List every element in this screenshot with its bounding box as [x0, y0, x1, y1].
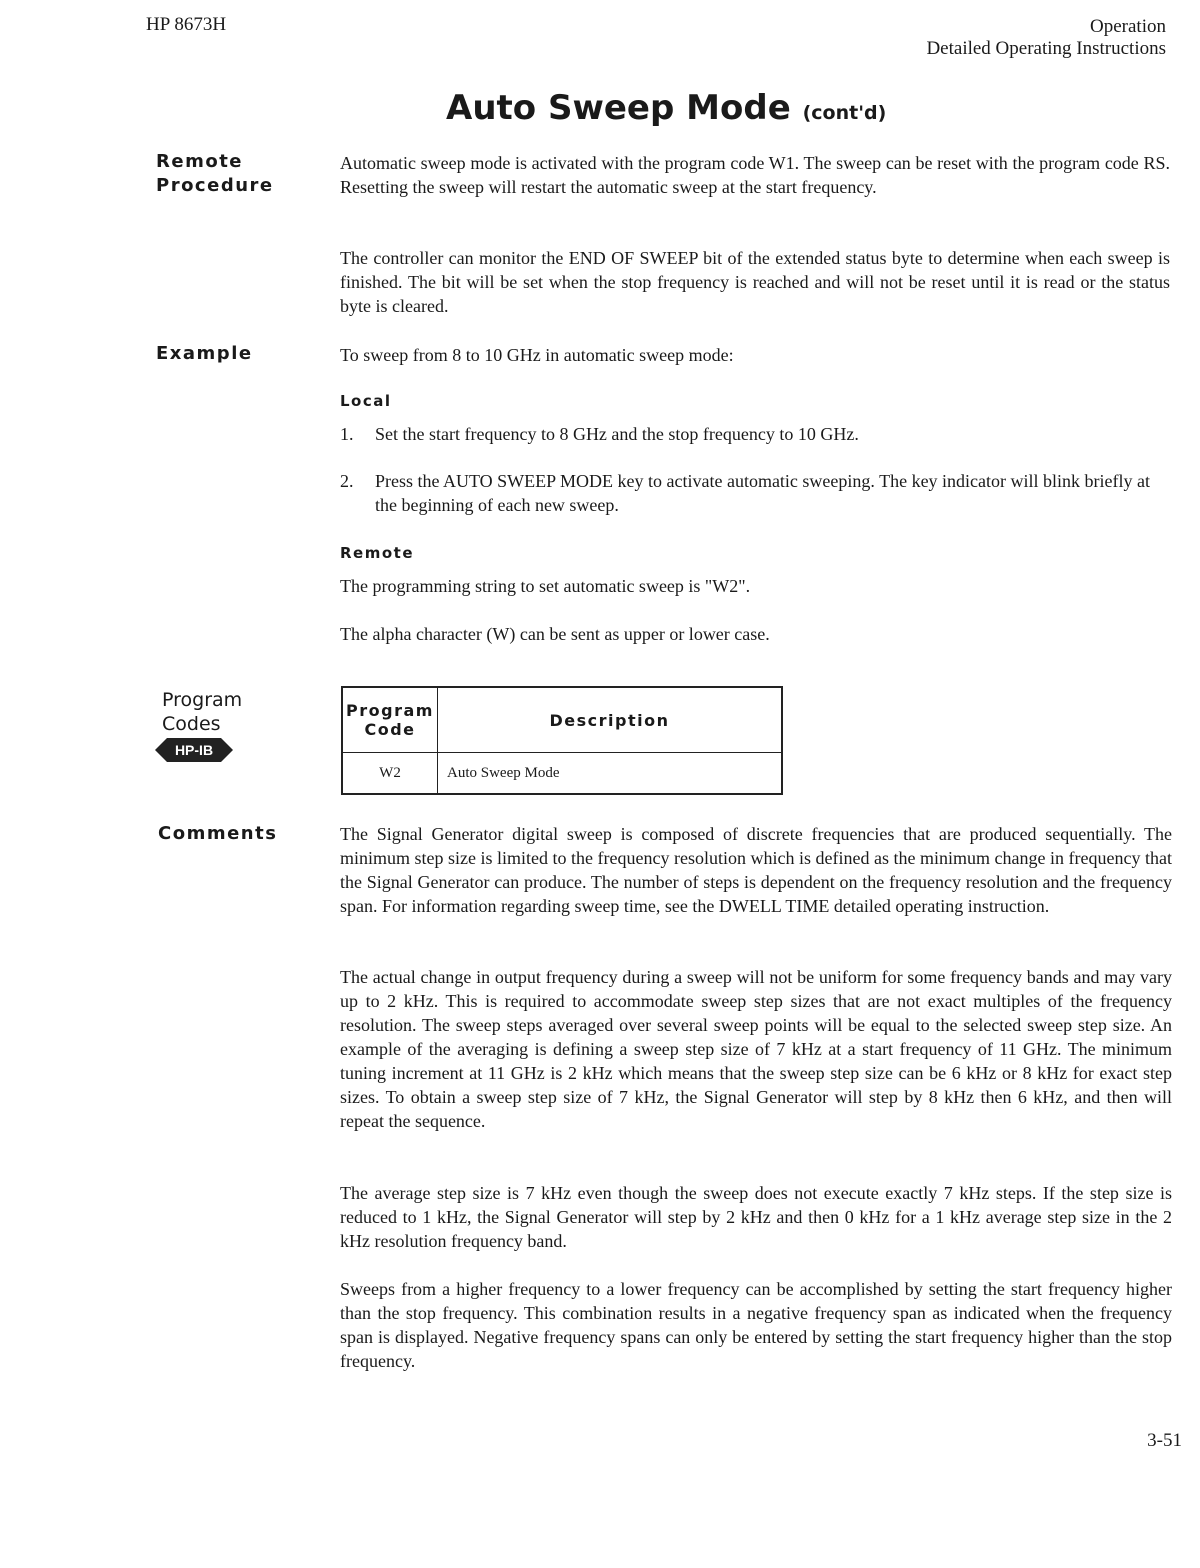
program-codes-label [162, 688, 242, 736]
remote-procedure-p2: The controller can monitor the END OF SWEEP bit of the extended status byte to determine when each sweep is finished. The bit will be set when the stop frequency is reached and will not be reset until it is read or the status byte is cleared. [340, 248, 1170, 316]
remote-procedure-label [156, 150, 274, 198]
header-model: HP 8673H [146, 14, 227, 35]
comments-p4: Sweeps from a higher frequency to a lower frequency can be accomplished by setting the start frequency higher than the stop frequency. This combination results in a negative frequency span as indicated when the frequency span is displayed. Negative frequency spans can only be entered by setting the start frequency higher than the stop frequency. [340, 1279, 1172, 1371]
title-main: Auto Sweep Mode [446, 88, 791, 128]
step1-text: Set the start frequency to 8 GHz and the stop frequency to 10 GHz. [375, 424, 859, 444]
hpib-badge [155, 738, 233, 762]
program-codes-label-line1: Program [162, 689, 243, 711]
program-codes-label-line2: Codes [162, 713, 221, 735]
comments-p3: The average step size is 7 kHz even though the sweep does not execute exactly 7 kHz steps. If the step size is reduced to 1 kHz, the Signal Generator will step by 2 kHz and then 0 kHz for a 1 kHz average step size in the 2 kHz resolution frequency band. [340, 1183, 1172, 1251]
header-subsection: Detailed Operating Instructions [926, 38, 1166, 59]
remote-procedure-label-line1: Remote [156, 151, 244, 172]
cell-description: Auto Sweep Mode [438, 753, 783, 795]
comments-p2: The actual change in output frequency during a sweep will not be uniform for some frequency bands and may vary up to 2 kHz. This is required to accommodate sweep step sizes that are not exact multiples of the frequency resolution. The sweep steps averaged over several sweep points will be equal to the selected sweep step size. An example of the averaging is defining a sweep step size of 7 kHz at a start frequency of 11 GHz. The minimum tuning increment at 11 GHz is 2 kHz which means that the sweep step size can be 6 kHz or 8 kHz for exact step sizes. To obtain a sweep step size of 7 kHz, the Signal Generator will step by 8 kHz then 6 kHz, and then will repeat the sequence. [340, 967, 1172, 1131]
step1-number: 1. [340, 424, 354, 444]
col-program-code [342, 687, 438, 753]
col-program-code-line2: Code [364, 720, 416, 739]
program-codes-table [341, 686, 783, 795]
remote-procedure-p1: Automatic sweep mode is activated with the program code W1. The sweep can be reset with the program code RS. Resetting the sweep will restart the automatic sweep at the start frequency. [340, 153, 1170, 197]
cell-code: W2 [342, 753, 438, 795]
comments-p1: The Signal Generator digital sweep is composed of discrete frequencies that are produced sequentially. The minimum step size is limited to the frequency resolution which is defined as the minimum change in frequency that the Signal Generator can produce. The number of steps is dependent on the frequency resolution and the frequency span. For information regarding sweep time, see the DWELL TIME detailed operating instruction. [340, 824, 1172, 916]
hpib-badge-text: HP-IB [174, 742, 214, 758]
page-number: 3-51 [1147, 1430, 1182, 1451]
header-section: Operation [1090, 16, 1166, 37]
table-row [342, 753, 782, 795]
local-heading: Local [340, 392, 392, 410]
col-description: Description [438, 687, 783, 753]
remote-procedure-label-line2: Procedure [156, 175, 274, 196]
step2-text: Press the AUTO SWEEP MODE key to activate automatic sweeping. The key indicator will blink briefly at the beginning of each new sweep. [375, 471, 1151, 515]
example-label: Example [156, 343, 253, 364]
table-header-row [342, 687, 782, 753]
remote-text-1: The programming string to set automatic sweep is "W2". [340, 576, 751, 596]
comments-label: Comments [158, 823, 278, 844]
remote-text-2: The alpha character (W) can be sent as upper or lower case. [340, 624, 770, 644]
page-title [446, 88, 886, 128]
col-program-code-line1: Program [346, 701, 434, 720]
title-suffix: (cont'd) [802, 102, 887, 124]
remote-heading: Remote [340, 544, 415, 562]
example-intro: To sweep from 8 to 10 GHz in automatic sweep mode: [340, 345, 734, 365]
step2-number: 2. [340, 471, 354, 491]
